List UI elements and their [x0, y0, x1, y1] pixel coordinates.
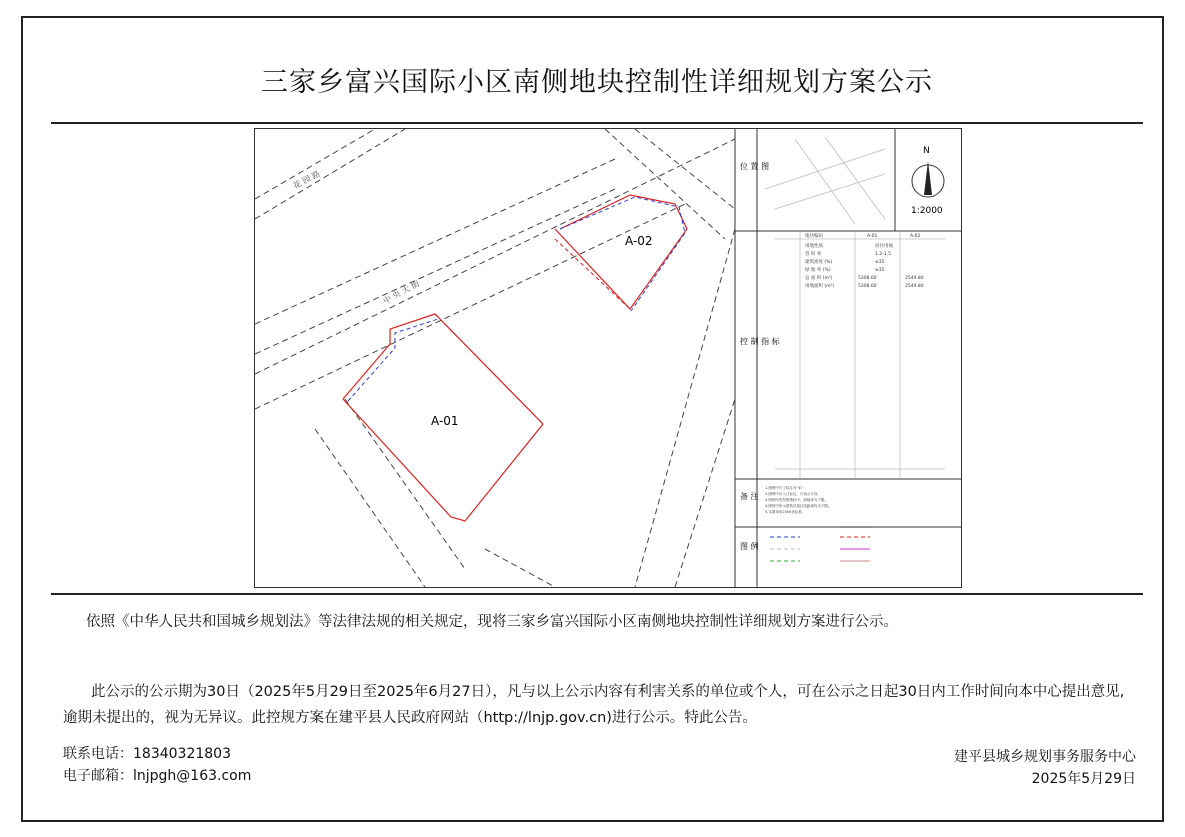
svg-text:2549.80: 2549.80: [905, 276, 924, 281]
parcel-a01-label: A-01: [431, 414, 459, 428]
svg-text:3.图则所有控制指标中，绿地率为下限。: 3.图则所有控制指标中，绿地率为下限。: [765, 498, 828, 502]
control-label: 控 制 指 标: [740, 337, 780, 346]
svg-text:≥35: ≥35: [875, 268, 885, 273]
svg-text:居住用地: 居住用地: [875, 244, 893, 249]
planning-drawing: [254, 128, 962, 588]
svg-text:用地面积 (m²): 用地面积 (m²): [805, 284, 835, 289]
section-divider: [51, 593, 1143, 595]
svg-text:5308.60: 5308.60: [858, 276, 877, 281]
svg-text:4.图则中所示建筑后退红线距离均为下限。: 4.图则中所示建筑后退红线距离均为下限。: [765, 504, 832, 508]
notice-paragraph-1: 依照《中华人民共和国城乡规划法》等法律法规的相关规定，现将三家乡富兴国际小区南侧地块控制性详细规划方案进行公示。: [86, 614, 898, 630]
contact-phone: 联系电话：18340321803: [63, 746, 231, 762]
signature-date: 2025年5月29日: [1031, 771, 1136, 787]
svg-text:地块编码: 地块编码: [805, 234, 823, 239]
scale-label: 1:2000: [911, 206, 943, 216]
location-label: 位 置 图: [740, 162, 770, 171]
title-row: [51, 36, 1143, 124]
svg-text:1.图例中尺寸标注为“米”: 1.图例中尺寸标注为“米”: [765, 486, 804, 490]
svg-text:5.本图采用2000坐标系。: 5.本图采用2000坐标系。: [765, 510, 806, 514]
svg-text:容 积 率: 容 积 率: [805, 252, 822, 257]
svg-text:用地性质: 用地性质: [805, 244, 823, 249]
parcel-a02-label: A-02: [625, 234, 653, 248]
svg-text:2549.80: 2549.80: [905, 284, 924, 289]
signature-block: [954, 746, 1136, 790]
outer-frame: [21, 16, 1164, 822]
svg-text:绿 地 率 (%): 绿 地 率 (%): [805, 268, 831, 273]
map-area: [255, 129, 735, 587]
svg-text:1.2-1.5: 1.2-1.5: [875, 252, 891, 257]
planning-map: [255, 129, 961, 587]
page-title: 三家乡富兴国际小区南侧地块控制性详细规划方案公示: [261, 66, 933, 98]
svg-text:5308.60: 5308.60: [858, 284, 877, 289]
notice-paragraph-2: 此公示的公示期为30日（2025年5月29日至2025年6月27日），凡与以上公示内容有利害关系的单位或个人，可在公示之日起30日内工作时间向本中心提出意见,逾期未提出的，视为无异议。此控规方案在建平县人民政府网站（http://lnjp.gov.cn)进行公示。特此公告。: [63, 684, 1125, 726]
svg-text:A-01: A-01: [867, 234, 878, 239]
svg-text:建筑密度 (%): 建筑密度 (%): [805, 260, 833, 265]
legend-label: 图 例: [740, 542, 759, 551]
north-label: N: [923, 146, 930, 156]
contact-block: [63, 743, 251, 787]
svg-text:A-02: A-02: [910, 234, 921, 239]
svg-text:总 面 积 (m²): 总 面 积 (m²): [805, 276, 833, 281]
signature-org: 建平县城乡规划事务服务中心: [954, 749, 1136, 765]
contact-email: 电子邮箱：lnjpgh@163.com: [63, 768, 252, 784]
svg-text:2.图例中出入口标注，只表示方向。: 2.图例中出入口标注，只表示方向。: [765, 492, 821, 496]
road-label-huayuan: 花 园 路: [291, 169, 322, 191]
note-label: 备 注: [740, 492, 759, 501]
indicator-panel: [735, 129, 961, 587]
svg-text:≤35: ≤35: [875, 260, 885, 265]
road-label-zhongyang: 中 央 大 街: [381, 279, 421, 306]
